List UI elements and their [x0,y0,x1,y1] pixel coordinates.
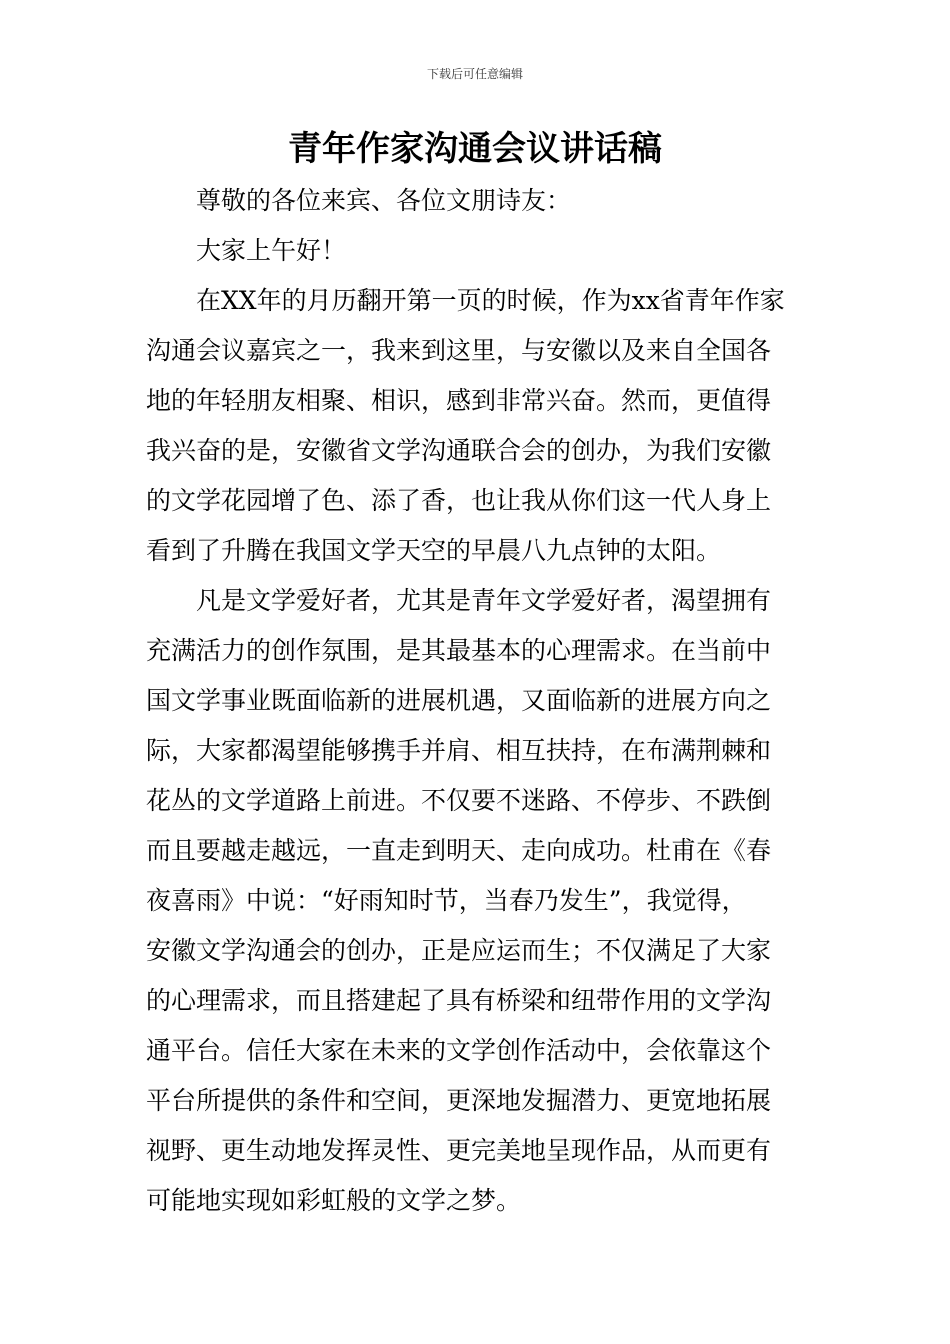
paragraph-line: 视野、更生动地发挥灵性、更完美地呈现作品，从而更有 [146,1136,772,1165]
paragraph-line: 我兴奋的是，安徽省文学沟通联合会的创办，为我们安徽 [146,436,772,465]
paragraph-line: 看到了升腾在我国文学天空的早晨八九点钟的太阳。 [146,536,722,565]
paragraph-line: 夜喜雨》中说：“好雨知时节，当春乃发生”，我觉得， [146,886,747,915]
paragraph-line: 地的年轻朋友相聚、相识，感到非常兴奋。然而，更值得 [146,386,772,415]
document-body [146,176,808,1226]
paragraph-line: 安徽文学沟通会的创办，正是应运而生；不仅满足了大家 [146,936,772,965]
document-title: 青年作家沟通会议讲话稿 [288,129,662,169]
header-note: 下载后可任意编辑 [426,67,523,81]
paragraph-line: 而且要越走越远，一直走到明天、走向成功。杜甫在《春 [146,836,772,865]
paragraph-line: 的心理需求，而且搭建起了具有桥梁和纽带作用的文学沟 [146,986,772,1015]
paragraph-line: 凡是文学爱好者，尤其是青年文学爱好者，渴望拥有 [196,586,772,615]
paragraph-line: 沟通会议嘉宾之一，我来到这里，与安徽以及来自全国各 [146,336,772,365]
paragraph-line: 通平台。信任大家在未来的文学创作活动中，会依靠这个 [146,1036,772,1065]
paragraph-line: 际，大家都渴望能够携手并肩、相互扶持，在布满荆棘和 [146,736,772,765]
paragraph-2 [146,576,808,1226]
paragraph-line: 充满活力的创作氛围，是其最基本的心理需求。在当前中 [146,636,772,665]
paragraph-line: 国文学事业既面临新的进展机遇，又面临新的进展方向之 [146,686,772,715]
paragraph-line: 平台所提供的条件和空间，更深地发掘潜力、更宽地拓展 [146,1086,772,1115]
paragraph-line: 的文学花园增了色、添了香，也让我从你们这一代人身上 [146,486,772,515]
paragraph-line: 在XX年的月历翻开第一页的时候，作为xx省青年作家 [196,286,785,315]
paragraph-line: 可能地实现如彩虹般的文学之梦。 [146,1186,522,1215]
paragraph-1 [146,276,808,576]
salutation: 尊敬的各位来宾、各位文朋诗友： [196,186,572,215]
paragraph-line: 花丛的文学道路上前进。不仅要不迷路、不停步、不跌倒 [146,786,772,815]
greeting: 大家上午好！ [196,236,347,265]
